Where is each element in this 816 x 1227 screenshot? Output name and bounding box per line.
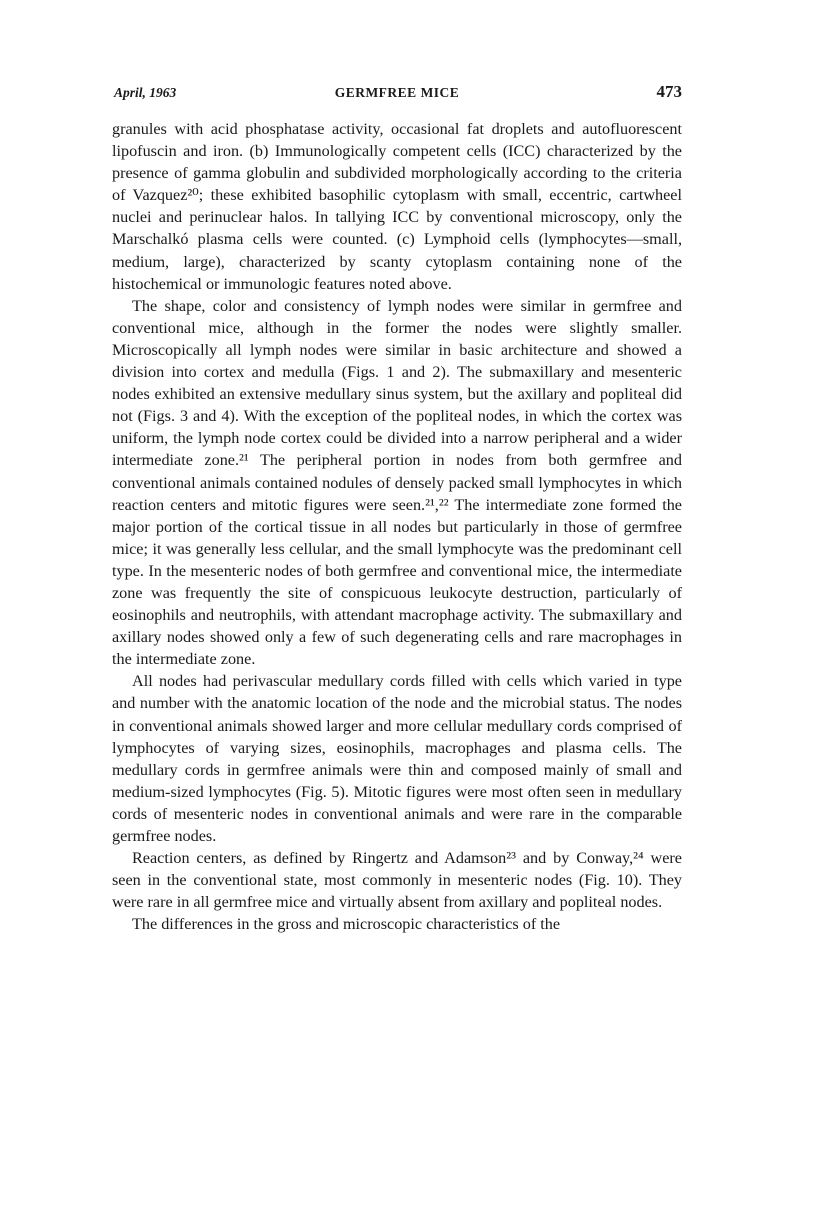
body-text <box>112 118 682 935</box>
page-number: 473 <box>656 82 682 101</box>
paragraph-lymph-node-structure: The shape, color and consistency of lymph nodes were similar in germfree and conventional mice, although in the former the nodes were slightly smaller. Microscopically all lymph nodes were similar in basic architecture and showed a division into cortex and medulla (Figs. 1 and 2). The submaxillary and mesenteric nodes exhibited an extensive medullary sinus system, but the axillary and popliteal did not (Figs. 3 and 4). With the exception of the popliteal nodes, in which the cortex was uniform, the lymph node cortex could be divided into a narrow peripheral and a wider intermediate zone.²¹ The peripheral portion in nodes from both germfree and conventional animals contained nodules of densely packed small lymphocytes in which reaction centers and mitotic figures were seen.²¹,²² The intermediate zone formed the major portion of the cortical tissue in all nodes but particularly in those of germfree mice; it was generally less cellular, and the small lymphocyte was the predominant cell type. In the mesenteric nodes of both germfree and conventional mice, the intermediate zone was frequently the site of conspicuous leukocyte destruction, particularly of eosinophils and neutrophils, with attendant macrophage activity. The submaxillary and axillary nodes showed only a few of such degenerating cells and rare macrophages in the intermediate zone. <box>112 296 682 669</box>
paragraph-medullary-cords: All nodes had perivascular medullary cords filled with cells which varied in type and number with the anatomic location of the node and the microbial status. The nodes in conventional animals showed larger and more cellular medullary cords comprised of lymphocytes of varying sizes, eosinophils, macrophages and plasma cells. The medullary cords in germfree animals were thin and composed mainly of small and medium-sized lymphocytes (Fig. 5). Mitotic figures were most often seen in medullary cords of mesenteric nodes in conventional animals and were rare in the comparable germfree nodes. <box>112 672 682 845</box>
paragraph-continued: granules with acid phosphatase activity, occasional fat droplets and autofluorescent lipofuscin and iron. (b) Immunologically competent cells (ICC) characterized by the presence of gamma globulin and subdivided morphologically according to the criteria of Vazquez²⁰; these exhibited basophilic cytoplasm with small, eccentric, cartwheel nuclei and perinuclear halos. In tallying ICC by conventional microscopy, only the Marschalkó plasma cells were counted. (c) Lymphoid cells (lymphocytes—small, medium, large), characterized by scanty cytoplasm containing none of the histochemical or immunologic features noted above. <box>112 120 682 293</box>
running-head-title: GERMFREE MICE <box>334 85 460 100</box>
running-head <box>112 82 682 108</box>
paragraph-differences: The differences in the gross and microscopic characteristics of the <box>132 915 561 934</box>
paragraph-reaction-centers: Reaction centers, as defined by Ringertz and Adamson²³ and by Conway,²⁴ were seen in the conventional state, most commonly in mesenteric nodes (Fig. 10). They were rare in all germfree mice and virtually absent from axillary and popliteal nodes. <box>112 849 682 912</box>
journal-page <box>112 82 682 935</box>
running-head-date: April, 1963 <box>114 85 177 100</box>
